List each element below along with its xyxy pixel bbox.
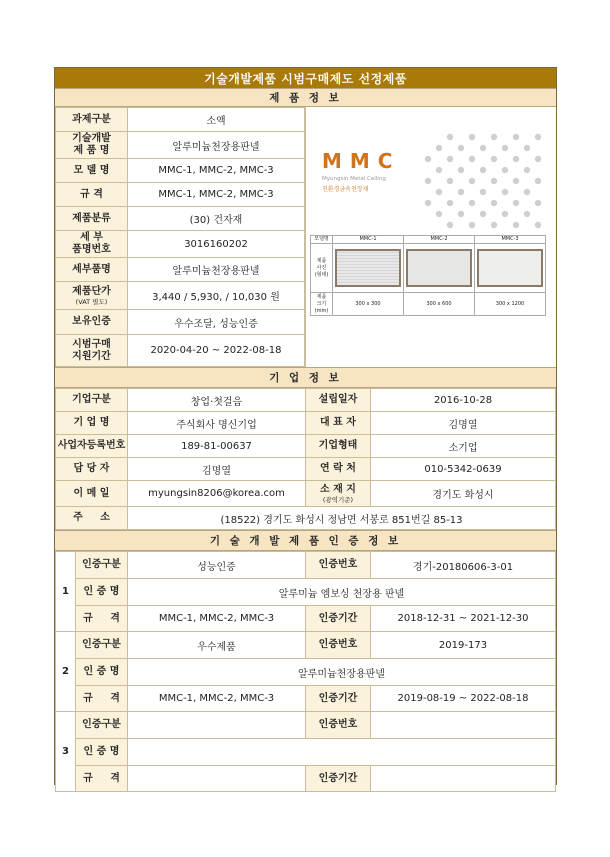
company-label: 사업자등록번호 xyxy=(56,435,128,458)
cert-spec-label: 규 격 xyxy=(76,766,128,792)
product-value: 3016160202 xyxy=(128,231,305,258)
cert-row xyxy=(56,686,556,712)
pattern-dot xyxy=(447,200,453,206)
spec-header-cell: MMC-2 xyxy=(404,236,475,244)
product-label-text: 모 델 명 xyxy=(73,164,110,176)
pattern-dot xyxy=(447,178,453,184)
product-value: (30) 건자재 xyxy=(128,207,305,231)
pattern-dot xyxy=(458,167,464,173)
pattern-dot xyxy=(535,156,541,162)
product-label xyxy=(56,335,128,367)
cert-spec-value: MMC-1, MMC-2, MMC-3 xyxy=(128,686,306,712)
cert-period-value xyxy=(371,766,556,792)
product-info xyxy=(55,107,556,367)
cert-spec-value: MMC-1, MMC-2, MMC-3 xyxy=(128,606,306,632)
cert-no-label: 인증번호 xyxy=(306,552,371,579)
cert-type-label: 인증구분 xyxy=(76,632,128,659)
spec-size-label: 제품 크기 (mm) xyxy=(311,293,333,316)
company-label: 기업구분 xyxy=(56,389,128,412)
pattern-dot xyxy=(502,145,508,151)
product-row xyxy=(56,310,305,335)
cert-period-label: 인증기간 xyxy=(306,686,371,712)
cert-spec-label: 규 격 xyxy=(76,686,128,712)
product-row xyxy=(56,183,305,207)
spec-table xyxy=(310,235,546,316)
company-label: 담 당 자 xyxy=(56,458,128,481)
pattern-dot xyxy=(480,145,486,151)
pattern-dot xyxy=(458,211,464,217)
company-value: 189-81-00637 xyxy=(128,435,306,458)
company-label xyxy=(306,389,371,412)
mmc-logo xyxy=(322,149,400,193)
product-label xyxy=(56,108,128,132)
product-value: MMC-1, MMC-2, MMC-3 xyxy=(128,183,305,207)
document-sheet xyxy=(54,67,557,785)
cert-name-value: 알루미늄 엠보싱 천장용 판넬 xyxy=(128,579,556,606)
pattern-dot xyxy=(436,167,442,173)
pattern-dot xyxy=(447,222,453,228)
product-label xyxy=(56,282,128,310)
product-value: 3,440 / 5,930, / 10,030 원 xyxy=(128,282,305,310)
pattern-dot xyxy=(480,189,486,195)
cert-row xyxy=(56,766,556,792)
cert-row xyxy=(56,552,556,579)
product-image xyxy=(305,107,556,367)
spec-header-cell: MMC-1 xyxy=(333,236,404,244)
section-company-header: 기 업 정 보 xyxy=(55,367,556,388)
spec-size-cell: 300 x 600 xyxy=(404,293,475,316)
cert-row xyxy=(56,632,556,659)
cert-type-label: 인증구분 xyxy=(76,712,128,739)
pattern-dot xyxy=(469,134,475,140)
cert-period-label: 인증기간 xyxy=(306,766,371,792)
product-sublabel: (VAT 별도) xyxy=(75,297,108,306)
pattern-dot xyxy=(513,156,519,162)
cert-type-label: 인증구분 xyxy=(76,552,128,579)
pattern-dot xyxy=(524,189,530,195)
pattern-dot xyxy=(480,211,486,217)
company-row xyxy=(56,458,556,481)
pattern-dot xyxy=(513,222,519,228)
product-row xyxy=(56,335,305,367)
company-label-text: 기업형태 xyxy=(318,440,358,451)
pattern-dot xyxy=(458,189,464,195)
pattern-dot xyxy=(535,134,541,140)
cert-no-label: 인증번호 xyxy=(306,712,371,739)
company-label-text: 연 락 처 xyxy=(320,463,356,474)
pattern-dot xyxy=(425,178,431,184)
pattern-dot xyxy=(480,167,486,173)
pattern-dot xyxy=(491,200,497,206)
pattern-dot xyxy=(436,189,442,195)
cert-period-label: 인증기간 xyxy=(306,606,371,632)
pattern-dot xyxy=(469,222,475,228)
product-label-text: 제품단가 xyxy=(72,285,111,297)
pattern-dot xyxy=(513,200,519,206)
product-label-text: 세부품명 xyxy=(72,263,111,275)
pattern-dot xyxy=(491,156,497,162)
panel-photo-mmc1 xyxy=(333,244,404,293)
product-label xyxy=(56,132,128,159)
product-label-text: 세 부 품명번호 xyxy=(72,232,111,255)
product-value: 2020-04-20 ~ 2022-08-18 xyxy=(128,335,305,367)
pattern-dot xyxy=(447,156,453,162)
product-label-text: 과제구분 xyxy=(72,113,111,125)
company-value: myungsin8206@korea.com xyxy=(128,481,306,507)
product-label-text: 규 격 xyxy=(80,188,103,200)
cert-name-label: 인 증 명 xyxy=(76,739,128,766)
pattern-dot xyxy=(502,167,508,173)
panel-photo-mmc2 xyxy=(404,244,475,293)
product-row xyxy=(56,258,305,282)
company-value: 경기도 화성시 xyxy=(371,481,556,507)
pattern-dot xyxy=(425,156,431,162)
product-label xyxy=(56,207,128,231)
spec-photo-label: 제품 사진 (형태) xyxy=(311,244,333,293)
logo-subtitle-en: Myungsin Metal Ceiling xyxy=(322,176,386,182)
cert-spec-value xyxy=(128,766,306,792)
product-label-text: 기술개발 제 품 명 xyxy=(72,133,111,156)
company-table xyxy=(55,388,556,530)
address-value: (18522) 경기도 화성시 정남면 서봉로 851번길 85-13 xyxy=(128,507,556,530)
pattern-dot xyxy=(502,189,508,195)
product-value: 알루미늄천장용판넬 xyxy=(128,132,305,159)
cert-row xyxy=(56,659,556,686)
cert-number: 3 xyxy=(56,712,76,792)
product-label xyxy=(56,258,128,282)
spec-header-cell: MMC-3 xyxy=(475,236,546,244)
logo-subtitle-kr: 친환경금속천장재 xyxy=(322,186,369,193)
pattern-dot xyxy=(524,167,530,173)
product-value: 알루미늄천장용판넬 xyxy=(128,258,305,282)
company-value: 김명열 xyxy=(128,458,306,481)
spec-size-cell: 300 x 300 xyxy=(333,293,404,316)
product-value: MMC-1, MMC-2, MMC-3 xyxy=(128,159,305,183)
company-row xyxy=(56,481,556,507)
product-value: 우수조달, 성능인증 xyxy=(128,310,305,335)
product-row xyxy=(56,231,305,258)
cert-table xyxy=(55,551,556,792)
address-label: 주 소 xyxy=(56,507,128,530)
product-label-text: 제품분류 xyxy=(72,212,111,224)
company-sublabel: (광역기준) xyxy=(322,495,354,504)
company-label-text: 소 재 지 xyxy=(320,483,356,495)
pattern-dot xyxy=(491,134,497,140)
company-value: 소기업 xyxy=(371,435,556,458)
product-row xyxy=(56,159,305,183)
cert-number: 1 xyxy=(56,552,76,632)
product-label xyxy=(56,183,128,207)
company-value: 김명열 xyxy=(371,412,556,435)
product-label-text: 시범구매 지원기간 xyxy=(72,338,111,362)
panel-photo-mmc3 xyxy=(475,244,546,293)
cert-type-value: 성능인증 xyxy=(128,552,306,579)
company-row xyxy=(56,412,556,435)
cert-period-value: 2019-08-19 ~ 2022-08-18 xyxy=(371,686,556,712)
company-label: 기 업 명 xyxy=(56,412,128,435)
pattern-dot xyxy=(513,134,519,140)
section-cert-header: 기 술 개 발 제 품 인 증 정 보 xyxy=(55,530,556,551)
company-label xyxy=(306,435,371,458)
section-product-header: 제 품 정 보 xyxy=(55,88,556,107)
cert-no-value xyxy=(371,712,556,739)
company-label xyxy=(306,412,371,435)
cert-name-value xyxy=(128,739,556,766)
pattern-dot xyxy=(535,178,541,184)
product-label xyxy=(56,231,128,258)
pattern-dot xyxy=(524,145,530,151)
product-row xyxy=(56,132,305,159)
company-row xyxy=(56,389,556,412)
pattern-dot xyxy=(535,222,541,228)
product-label xyxy=(56,159,128,183)
pattern-dot xyxy=(436,145,442,151)
pattern-dot xyxy=(502,211,508,217)
cert-no-label: 인증번호 xyxy=(306,632,371,659)
cert-no-value: 2019-173 xyxy=(371,632,556,659)
company-value: 010-5342-0639 xyxy=(371,458,556,481)
cert-spec-label: 규 격 xyxy=(76,606,128,632)
cert-name-label: 인 증 명 xyxy=(76,659,128,686)
cert-type-value xyxy=(128,712,306,739)
product-row xyxy=(56,207,305,231)
pattern-dot xyxy=(469,200,475,206)
cert-row xyxy=(56,712,556,739)
pattern-dot xyxy=(535,200,541,206)
ceiling-pattern-graphic xyxy=(420,129,550,237)
pattern-dot xyxy=(469,178,475,184)
cert-row xyxy=(56,739,556,766)
company-label-text: 설립일자 xyxy=(318,394,358,405)
document-title: 기술개발제품 시범구매제도 선정제품 xyxy=(55,68,556,88)
pattern-dot xyxy=(491,178,497,184)
company-label-text: 대 표 자 xyxy=(320,417,356,428)
company-value: 2016-10-28 xyxy=(371,389,556,412)
product-label xyxy=(56,310,128,335)
company-label: 이 메 일 xyxy=(56,481,128,507)
product-row xyxy=(56,108,305,132)
pattern-dot xyxy=(447,134,453,140)
company-value: 주식회사 명신기업 xyxy=(128,412,306,435)
pattern-dot xyxy=(513,178,519,184)
cert-row xyxy=(56,579,556,606)
company-row xyxy=(56,435,556,458)
pattern-dot xyxy=(469,156,475,162)
company-label xyxy=(306,481,371,507)
product-label-text: 보유인증 xyxy=(72,316,111,327)
pattern-dot xyxy=(425,200,431,206)
logo-text: MMC xyxy=(322,149,401,173)
pattern-dot xyxy=(458,145,464,151)
company-label xyxy=(306,458,371,481)
pattern-dot xyxy=(524,211,530,217)
company-address-row xyxy=(56,507,556,530)
product-row xyxy=(56,282,305,310)
pattern-dot xyxy=(491,222,497,228)
spec-header-cell: 모델명 xyxy=(311,236,333,244)
spec-size-cell: 300 x 1200 xyxy=(475,293,546,316)
company-value: 창업·첫걸음 xyxy=(128,389,306,412)
cert-number: 2 xyxy=(56,632,76,712)
cert-name-value: 알루미늄천장용판넬 xyxy=(128,659,556,686)
product-table xyxy=(55,107,305,367)
product-value: 소액 xyxy=(128,108,305,132)
cert-name-label: 인 증 명 xyxy=(76,579,128,606)
cert-period-value: 2018-12-31 ~ 2021-12-30 xyxy=(371,606,556,632)
pattern-dot xyxy=(436,211,442,217)
cert-row xyxy=(56,606,556,632)
cert-no-value: 경기-20180606-3-01 xyxy=(371,552,556,579)
cert-type-value: 우수제품 xyxy=(128,632,306,659)
